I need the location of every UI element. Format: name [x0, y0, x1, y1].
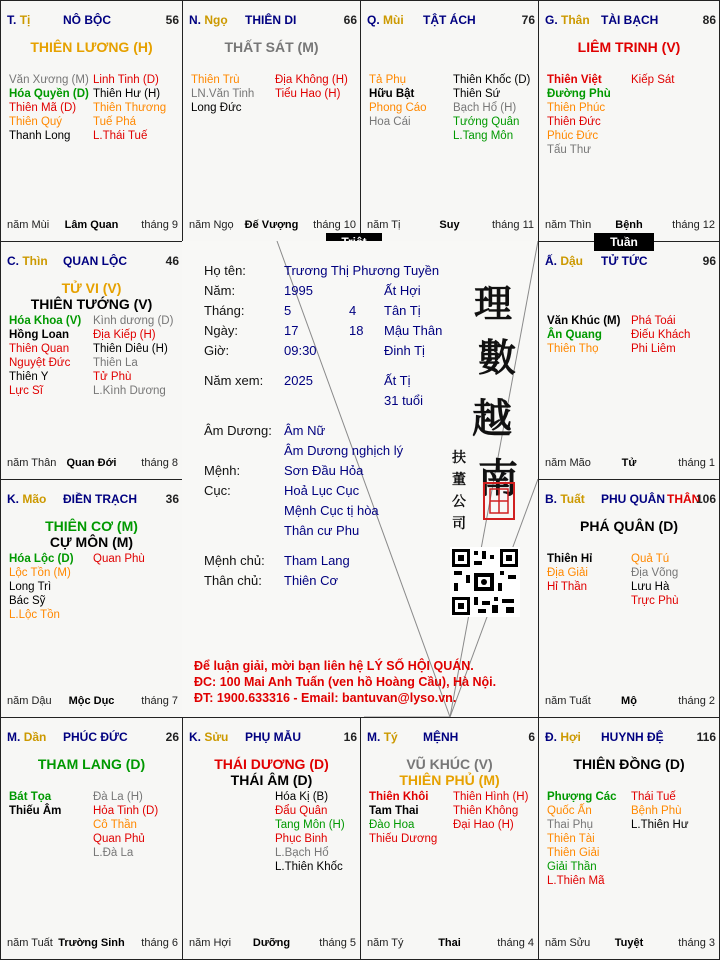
palace-stem-letter: Đ. — [545, 730, 557, 744]
palace-year: năm Thân — [7, 457, 57, 469]
minor-star: Thiên Việt — [547, 74, 602, 86]
palace-age: 16 — [343, 730, 357, 744]
minor-stars-left — [9, 552, 74, 622]
minor-stars-left — [547, 552, 592, 594]
minor-star: L.Thiên Khốc — [275, 861, 343, 873]
minor-star: Thiên Diêu (H) — [93, 343, 168, 355]
minor-star: Hỉ Thần — [547, 581, 588, 593]
palace-age: 76 — [521, 13, 535, 27]
minor-star: Thai Phụ — [547, 819, 594, 831]
palace-branch: Tý — [383, 730, 398, 744]
minor-star: Thiên Hư (H) — [93, 88, 161, 100]
cuc-value-3: Thân cư Phu — [284, 523, 360, 538]
palace-stage: Đế Vượng — [244, 219, 299, 231]
amduong-value: Âm Nữ — [284, 423, 326, 438]
palace-cell-phucduc[interactable] — [0, 717, 183, 960]
minor-stars-left — [547, 790, 617, 888]
minor-star: L.Thái Tuế — [93, 130, 148, 142]
minor-star: Nguyệt Đức — [9, 357, 71, 369]
hour-value: 09:30 — [284, 343, 317, 358]
month-label: Tháng: — [204, 303, 245, 318]
palace-stem-letter: G. — [545, 13, 558, 27]
palace-stage: Suy — [439, 219, 460, 231]
minor-star: Tả Phụ — [369, 74, 407, 86]
palace-stage: Tử — [621, 457, 637, 469]
palace-age: 86 — [702, 13, 716, 27]
contact-line-2: ĐC: 100 Mai Anh Tuấn (ven hồ Hoàng Cầu), Hà Nội. — [194, 675, 497, 689]
major-star: THÁI ÂM (D) — [230, 772, 313, 788]
palace-branch: Thân — [561, 13, 590, 27]
minor-star: Địa Kiếp (H) — [93, 329, 156, 341]
hour-label: Giờ: — [204, 343, 230, 358]
palace-year: năm Tị — [367, 219, 401, 231]
palace-cell-tattach[interactable] — [360, 0, 539, 242]
minor-stars-left — [9, 790, 61, 818]
tuan-marker: Tuần — [594, 233, 654, 251]
minor-star: Bạch Hổ (H) — [453, 102, 517, 114]
menh-value: Sơn Đầu Hỏa — [284, 463, 364, 478]
palace-name: QUAN LỘC — [63, 254, 127, 268]
minor-star: Đà La (H) — [93, 791, 143, 803]
minor-star: Văn Khúc (M) — [547, 315, 621, 327]
palace-name: MỆNH — [423, 730, 459, 744]
than-marker: THÂN — [667, 492, 701, 506]
major-star: LIÊM TRINH (V) — [577, 39, 681, 55]
minor-star: L.Lộc Tồn — [9, 609, 60, 621]
palace-year: năm Thìn — [545, 219, 592, 231]
minor-star: Tử Phù — [93, 371, 132, 383]
palace-age: 46 — [165, 254, 179, 268]
palace-year: năm Mão — [545, 457, 591, 469]
palace-stage: Quan Đới — [66, 457, 117, 469]
minor-star: Hóa Khoa (V) — [9, 315, 82, 327]
minor-star: Địa Giải — [547, 567, 588, 579]
palace-stem — [7, 492, 46, 506]
palace-age: 66 — [343, 13, 357, 27]
calligraphy-small-1: 扶 — [452, 450, 466, 466]
major-star: THIÊN PHỦ (M) — [399, 772, 500, 788]
minor-star: Tiểu Hao (H) — [275, 88, 341, 100]
minor-star: L.Thiên Mã — [547, 875, 605, 887]
palace-age: 36 — [165, 492, 179, 506]
year-label: Năm: — [204, 283, 236, 298]
minor-star: L.Tang Môn — [453, 130, 514, 142]
minor-star: Tam Thai — [369, 805, 419, 817]
minor-star: Thiên Hỉ — [547, 553, 593, 565]
year-canchi: Ất Hợi — [384, 283, 421, 298]
palace-name: THIÊN DI — [245, 13, 297, 27]
palace-year: năm Ngọ — [189, 219, 234, 231]
minor-star: Bệnh Phù — [631, 805, 682, 817]
contact-line-3: ĐT: 1900.633316 - Email: bantuvan@lyso.vn. — [194, 691, 457, 705]
major-star: THIÊN TƯỚNG (V) — [30, 296, 153, 312]
minor-star: Quốc Ấn — [547, 805, 592, 817]
month-solar: 5 — [284, 303, 292, 318]
qr-code-icon[interactable] — [450, 547, 520, 617]
minor-stars-right — [453, 73, 530, 143]
palace-month: tháng 12 — [672, 219, 715, 231]
minor-star: Kiếp Sát — [631, 74, 675, 86]
minor-stars-right — [453, 790, 528, 832]
minor-star: Thanh Long — [9, 130, 71, 142]
major-star: CỰ MÔN (M) — [49, 534, 134, 550]
palace-stage: Thai — [438, 937, 461, 949]
minor-star: Thiên Sứ — [453, 88, 501, 100]
minor-star: Hóa Kị (B) — [275, 791, 329, 803]
palace-branch: Tuất — [560, 492, 585, 506]
minor-star: Lộc Tồn (M) — [9, 567, 71, 579]
minor-star: Đào Hoa — [369, 819, 415, 831]
minor-star: Thiên Tài — [547, 833, 595, 845]
calligraphy-small-2: 董 — [452, 472, 466, 488]
minor-star: Đại Hao (H) — [453, 819, 514, 831]
palace-name: NÔ BỘC — [63, 13, 111, 27]
minor-star: Phượng Các — [547, 791, 617, 803]
palace-stem — [7, 730, 46, 744]
minor-star: Thiên Trù — [191, 74, 240, 86]
menhchu-value: Tham Lang — [284, 553, 350, 568]
palace-month: tháng 8 — [141, 457, 178, 469]
minor-star: Tuế Phá — [93, 116, 137, 128]
month-canchi: Tân Tị — [384, 303, 421, 318]
minor-stars-left — [547, 73, 611, 157]
minor-star: Phúc Đức — [547, 130, 599, 142]
palace-branch: Mão — [22, 492, 47, 506]
palace-month: tháng 5 — [319, 937, 356, 949]
palace-year: năm Dậu — [7, 695, 52, 707]
palace-stem-letter: C. — [7, 254, 19, 268]
minor-star: Cô Thần — [93, 819, 137, 831]
minor-star: L.Đà La — [93, 847, 134, 859]
minor-stars-left — [9, 73, 89, 143]
minor-star: Hồng Loan — [9, 329, 70, 341]
minor-stars-left — [369, 790, 437, 846]
palace-branch: Dậu — [560, 254, 584, 268]
minor-star: Thiên Quan — [9, 343, 70, 355]
palace-stage: Mộc Dục — [68, 695, 115, 707]
minor-star: Thiên Y — [9, 371, 49, 383]
minor-star: Thiên Đức — [547, 116, 601, 128]
name-value: Trương Thị Phương Tuyền — [284, 263, 440, 278]
palace-stem-letter: K. — [189, 730, 201, 744]
day-canchi: Mậu Thân — [384, 323, 443, 338]
minor-star: Quan Phù — [93, 553, 145, 565]
calligraphy-char-2: 數 — [478, 335, 517, 380]
amduong-value-2: Âm Dương nghịch lý — [284, 443, 404, 458]
major-star: TỬ VI (V) — [61, 280, 122, 296]
minor-stars-right — [93, 790, 158, 860]
palace-stem — [189, 13, 228, 27]
minor-stars-left — [547, 314, 620, 356]
minor-star: Lực Sĩ — [9, 385, 43, 397]
minor-star: Long Trì — [9, 581, 52, 593]
palace-cell-taibach[interactable] — [538, 0, 720, 242]
palace-stem-letter: K. — [7, 492, 19, 506]
major-star: THẤT SÁT (M) — [224, 39, 319, 55]
palace-stage: Dưỡng — [252, 937, 291, 949]
amduong-label: Âm Dương: — [204, 423, 272, 438]
palace-cell-menh[interactable] — [360, 717, 539, 960]
seal-stamp — [482, 481, 516, 521]
minor-star: Thiên Giải — [547, 847, 600, 859]
thanchu-label: Thân chủ: — [204, 573, 262, 588]
name-label: Họ tên: — [204, 263, 246, 278]
view-year-label: Năm xem: — [204, 373, 264, 388]
palace-stage: Bệnh — [615, 219, 643, 231]
palace-name: HUYNH ĐỆ — [601, 730, 664, 744]
minor-star: Long Đức — [191, 102, 242, 114]
minor-star: Thiên Quý — [9, 116, 63, 128]
minor-stars-right — [93, 314, 173, 398]
minor-stars-right — [93, 552, 145, 566]
minor-star: Giải Thần — [547, 861, 597, 873]
year-value: 1995 — [284, 283, 313, 298]
minor-star: Văn Xương (M) — [9, 74, 89, 86]
minor-stars-right — [275, 73, 348, 101]
minor-star: Hóa Lộc (D) — [9, 553, 74, 565]
minor-star: Tướng Quân — [453, 116, 520, 128]
palace-stem — [545, 730, 581, 744]
minor-star: Thiên Mã (D) — [9, 102, 77, 114]
palace-age: 96 — [702, 254, 716, 268]
minor-stars-left — [369, 73, 427, 129]
minor-star: Thiên Thọ — [547, 343, 599, 355]
day-label: Ngày: — [204, 323, 238, 338]
palace-name: PHU QUÂN — [601, 492, 666, 506]
palace-stem — [545, 492, 585, 506]
minor-stars-right — [631, 73, 674, 87]
palace-cell-quanloc[interactable] — [0, 241, 183, 480]
minor-star: Tấu Thư — [547, 144, 591, 156]
minor-stars-left — [191, 73, 254, 115]
month-lunar: 4 — [349, 303, 357, 318]
minor-star: Hoa Cái — [369, 116, 411, 128]
minor-star: Ân Quang — [547, 329, 602, 341]
palace-year: năm Sửu — [545, 937, 591, 949]
palace-stem-letter: Ấ. — [545, 254, 557, 268]
palace-month: tháng 3 — [678, 937, 715, 949]
cuc-label: Cục: — [204, 483, 231, 498]
palace-cell-phuquan[interactable] — [538, 479, 720, 718]
palace-branch: Sửu — [204, 730, 229, 744]
palace-month: tháng 11 — [491, 219, 534, 231]
palace-month: tháng 4 — [497, 937, 534, 949]
minor-star: Phá Toái — [631, 315, 676, 327]
minor-star: Địa Không (H) — [275, 74, 348, 86]
palace-branch: Tị — [19, 13, 31, 27]
minor-stars-right — [631, 314, 690, 356]
minor-star: Hữu Bật — [369, 88, 415, 100]
minor-stars-right — [631, 790, 689, 832]
minor-star: Địa Võng — [631, 567, 679, 579]
palace-branch: Hợi — [560, 730, 581, 744]
palace-stem — [7, 254, 48, 268]
major-star: THÁI DƯƠNG (D) — [214, 756, 329, 772]
minor-star: Linh Tinh (D) — [93, 74, 159, 86]
minor-star: Thiên Phúc — [547, 102, 606, 114]
minor-star: LN.Văn Tinh — [191, 88, 255, 100]
calligraphy-char-3: 越 — [472, 395, 512, 442]
day-solar: 17 — [284, 323, 299, 338]
menhchu-label: Mệnh chủ: — [204, 553, 265, 568]
minor-star: Lưu Hà — [631, 581, 670, 593]
minor-star: Thiếu Âm — [9, 805, 62, 817]
palace-cell-thiendi[interactable] — [182, 0, 361, 242]
minor-star: Thiên Không — [453, 805, 519, 817]
major-star: THIÊN LƯƠNG (H) — [30, 39, 153, 55]
major-star: THIÊN ĐỒNG (D) — [573, 756, 685, 772]
palace-name: ĐIỀN TRẠCH — [63, 492, 137, 506]
palace-cell-dientrach[interactable] — [0, 479, 183, 718]
palace-stem-letter: N. — [189, 13, 201, 27]
palace-year: năm Mùi — [7, 219, 50, 231]
palace-cell-tutuc[interactable] — [538, 241, 720, 480]
minor-star: L.Bạch Hổ — [275, 847, 329, 859]
view-year-value: 2025 — [284, 373, 313, 388]
minor-star: Thiên Khôi — [369, 791, 429, 803]
palace-stem-letter: M. — [7, 730, 21, 744]
palace-month: tháng 7 — [141, 695, 178, 707]
palace-branch: Ngọ — [204, 13, 228, 27]
palace-age: 26 — [165, 730, 179, 744]
calligraphy-small-3: 公 — [452, 494, 466, 510]
minor-stars-left — [9, 314, 81, 398]
minor-star: L.Kình Dương — [93, 385, 166, 397]
minor-star: Thiên Hình (H) — [453, 791, 529, 803]
palace-cell-phumau[interactable] — [182, 717, 361, 960]
palace-stem — [367, 730, 398, 744]
palace-month: tháng 6 — [141, 937, 178, 949]
palace-age: 6 — [528, 730, 535, 744]
palace-cell-nobob[interactable] — [0, 0, 183, 242]
palace-age: 56 — [165, 13, 179, 27]
calligraphy-small-4: 司 — [452, 516, 466, 532]
minor-star: Kình dương (D) — [93, 315, 174, 327]
minor-stars-right — [631, 552, 679, 608]
palace-stem — [367, 13, 404, 27]
palace-year: năm Tuất — [7, 937, 53, 949]
minor-star: Bát Tọa — [9, 791, 52, 803]
minor-stars-right — [93, 73, 166, 143]
major-star: PHÁ QUÂN (D) — [580, 518, 678, 534]
minor-star: Trực Phù — [631, 595, 679, 607]
minor-star: L.Thiên Hư — [631, 819, 689, 831]
calligraphy-char-1: 理 — [474, 281, 513, 326]
day-lunar: 18 — [349, 323, 364, 338]
minor-star: Thái Tuế — [631, 791, 676, 803]
major-star: THIÊN CƠ (M) — [45, 518, 138, 534]
palace-stage: Trường Sinh — [58, 937, 125, 949]
palace-stem-letter: M. — [367, 730, 381, 744]
palace-month: tháng 1 — [678, 457, 715, 469]
view-age: 31 tuổi — [384, 393, 424, 408]
menh-label: Mệnh: — [204, 463, 241, 478]
palace-name: TỬ TỨC — [601, 254, 648, 268]
minor-star: Thiếu Dương — [369, 833, 438, 845]
contact-line-1: Để luận giải, mời bạn liên hệ LÝ SỐ HỘI QUÁN. — [194, 659, 474, 673]
minor-star: Bác Sỹ — [9, 595, 46, 607]
palace-month: tháng 9 — [141, 219, 178, 231]
minor-star: Đẩu Quân — [275, 805, 328, 817]
minor-star: Thiên Thương — [93, 102, 167, 114]
view-year-canchi: Ất Tị — [384, 373, 411, 388]
minor-star: Tang Môn (H) — [275, 819, 345, 831]
minor-star: Đường Phù — [547, 88, 611, 100]
minor-star: Phong Cáo — [369, 102, 427, 114]
palace-month: tháng 10 — [313, 219, 356, 231]
hour-canchi: Đinh Tị — [384, 343, 425, 358]
minor-star: Điếu Khách — [631, 329, 691, 341]
palace-year: năm Hợi — [189, 937, 232, 949]
major-star: VŨ KHÚC (V) — [406, 756, 493, 772]
thanchu-value: Thiên Cơ — [284, 573, 339, 588]
palace-stem — [545, 254, 583, 268]
minor-star: Hỏa Tinh (D) — [93, 805, 159, 817]
palace-name: TÀI BẠCH — [601, 13, 659, 27]
palace-age: 116 — [696, 730, 716, 744]
palace-branch: Dần — [23, 730, 47, 744]
palace-age: 106 — [695, 492, 716, 506]
minor-star: Quả Tú — [631, 553, 670, 565]
calligraphy-char-4: 南 — [478, 455, 518, 502]
minor-star: Hóa Quyền (D) — [9, 88, 89, 100]
minor-star: Thiên Khốc (D) — [453, 74, 531, 86]
palace-month: tháng 2 — [678, 695, 715, 707]
palace-stem — [7, 13, 30, 27]
palace-year: năm Tuất — [545, 695, 591, 707]
minor-star: Phi Liêm — [631, 343, 676, 355]
minor-stars-right — [275, 790, 345, 874]
cuc-value: Hoả Lục Cục — [284, 483, 360, 498]
major-star: THAM LANG (D) — [37, 756, 146, 772]
minor-star: Thiên La — [93, 357, 138, 369]
palace-cell-huynhde[interactable] — [538, 717, 720, 960]
palace-stem — [189, 730, 228, 744]
palace-stem — [545, 13, 590, 27]
palace-year: năm Tý — [367, 937, 404, 949]
palace-stem-letter: Q. — [367, 13, 380, 27]
palace-stage: Mộ — [621, 695, 637, 707]
palace-name: PHỤ MẪU — [245, 730, 301, 744]
minor-star: Quan Phủ — [93, 833, 145, 845]
palace-name: PHÚC ĐỨC — [63, 730, 128, 744]
palace-stem-letter: T. — [7, 13, 17, 27]
palace-stem-letter: B. — [545, 492, 557, 506]
minor-star: Phục Binh — [275, 833, 328, 845]
cuc-value-2: Mệnh Cục tị hòa — [284, 503, 379, 518]
palace-branch: Mùi — [383, 13, 404, 27]
palace-stage: Lâm Quan — [64, 219, 119, 231]
palace-stage: Tuyệt — [614, 937, 644, 949]
center-info-panel — [182, 241, 538, 717]
palace-branch: Thìn — [22, 254, 48, 268]
palace-name: TẬT ÁCH — [423, 13, 476, 27]
